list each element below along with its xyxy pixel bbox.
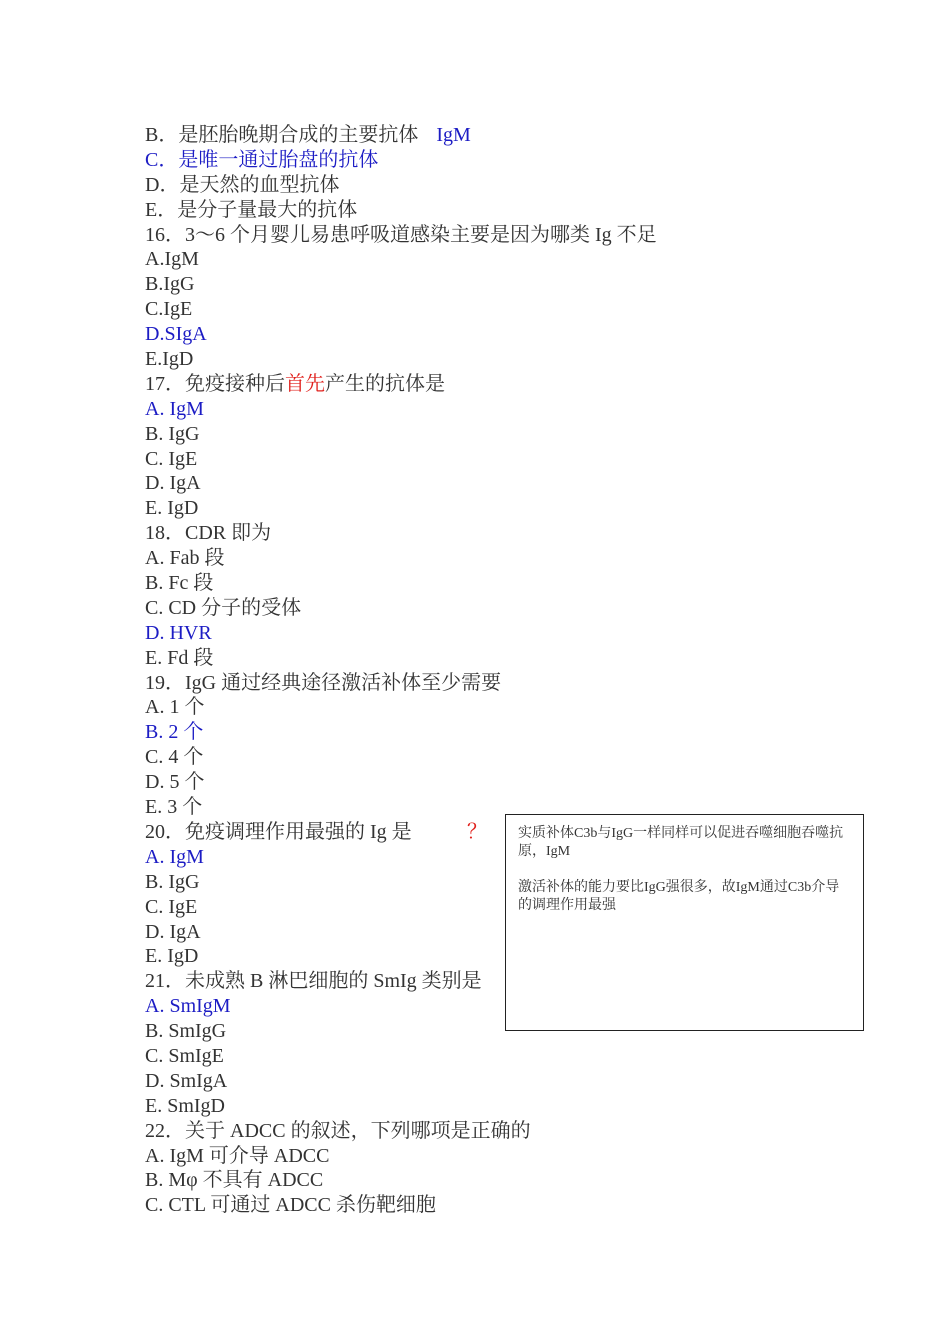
option-line: E. SmIgD	[145, 1094, 225, 1117]
comment-paragraph: 实质补体C3b与IgG一样同样可以促进吞噬细胞吞噬抗原，IgM	[518, 826, 844, 859]
option-line: C.IgE	[145, 298, 193, 321]
option-line: E．是分子量最大的抗体	[145, 198, 358, 221]
correct-option-line: A. IgM	[145, 845, 204, 868]
correct-option-line: D.SIgA	[145, 323, 207, 346]
option-line: A.IgM	[145, 248, 199, 271]
option-line: D. SmIgA	[145, 1069, 228, 1092]
option-line: C. IgE	[145, 895, 198, 918]
option-line: C. IgE	[145, 447, 198, 470]
option-line: E. IgD	[145, 945, 199, 968]
option-line: D. 5 个	[145, 771, 205, 794]
option-line: E. Fd 段	[145, 646, 214, 669]
question-mark-annotation: ？	[467, 820, 487, 843]
question-line: 16．3～6 个月婴儿易患呼吸道感染主要是因为哪类 Ig 不足	[145, 223, 657, 246]
option-line: E.IgD	[145, 348, 194, 371]
option-line: B. Fc 段	[145, 572, 214, 595]
answer-annotation: IgM	[436, 124, 471, 146]
question-line: 17．免疫接种后首先产生的抗体是	[145, 372, 445, 395]
question-line: 21．未成熟 B 淋巴细胞的 SmIg 类别是	[145, 970, 482, 993]
question-line: 22．关于 ADCC 的叙述，下列哪项是正确的	[145, 1119, 531, 1142]
option-line: A. IgM 可介导 ADCC	[145, 1144, 330, 1167]
option-line: B.IgG	[145, 273, 195, 296]
option-line: B．是胚胎晚期合成的主要抗体 IgM	[145, 124, 471, 146]
option-line: B. SmIgG	[145, 1020, 227, 1043]
option-line: C. CD 分子的受体	[145, 596, 302, 619]
option-line: A. 1 个	[145, 696, 205, 719]
option-line: E. IgD	[145, 497, 199, 520]
option-line: D. IgA	[145, 472, 201, 495]
option-line: C. CTL 可通过 ADCC 杀伤靶细胞	[145, 1194, 436, 1217]
option-line: C. 4 个	[145, 746, 204, 769]
correct-option-line: B. 2 个	[145, 721, 204, 744]
option-line: B. IgG	[145, 870, 200, 893]
highlighted-keyword: 首先	[285, 372, 325, 395]
question-line: 20．免疫调理作用最强的 Ig 是 ？	[145, 820, 487, 843]
question-line: 18．CDR 即为	[145, 522, 272, 545]
question-lines	[145, 123, 765, 1218]
option-line: B. Mφ 不具有 ADCC	[145, 1169, 324, 1192]
option-line: D. IgA	[145, 920, 201, 943]
option-line: A. Fab 段	[145, 547, 225, 570]
option-line: D．是天然的血型抗体	[145, 173, 340, 196]
option-line: C. SmIgE	[145, 1044, 224, 1067]
correct-option-line: C．是唯一通过胎盘的抗体	[145, 148, 379, 171]
comment-box	[505, 814, 864, 1031]
correct-option-line: D. HVR	[145, 621, 212, 644]
option-line: E. 3 个	[145, 796, 203, 819]
comment-paragraph: 激活补体的能力要比IgG强很多，故IgM通过C3b介导的调理作用最强	[518, 880, 840, 913]
option-line: B. IgG	[145, 422, 200, 445]
correct-option-line: A. IgM	[145, 397, 204, 420]
question-line: 19．IgG 通过经典途径激活补体至少需要	[145, 671, 502, 694]
correct-option-line: A. SmIgM	[145, 995, 231, 1018]
